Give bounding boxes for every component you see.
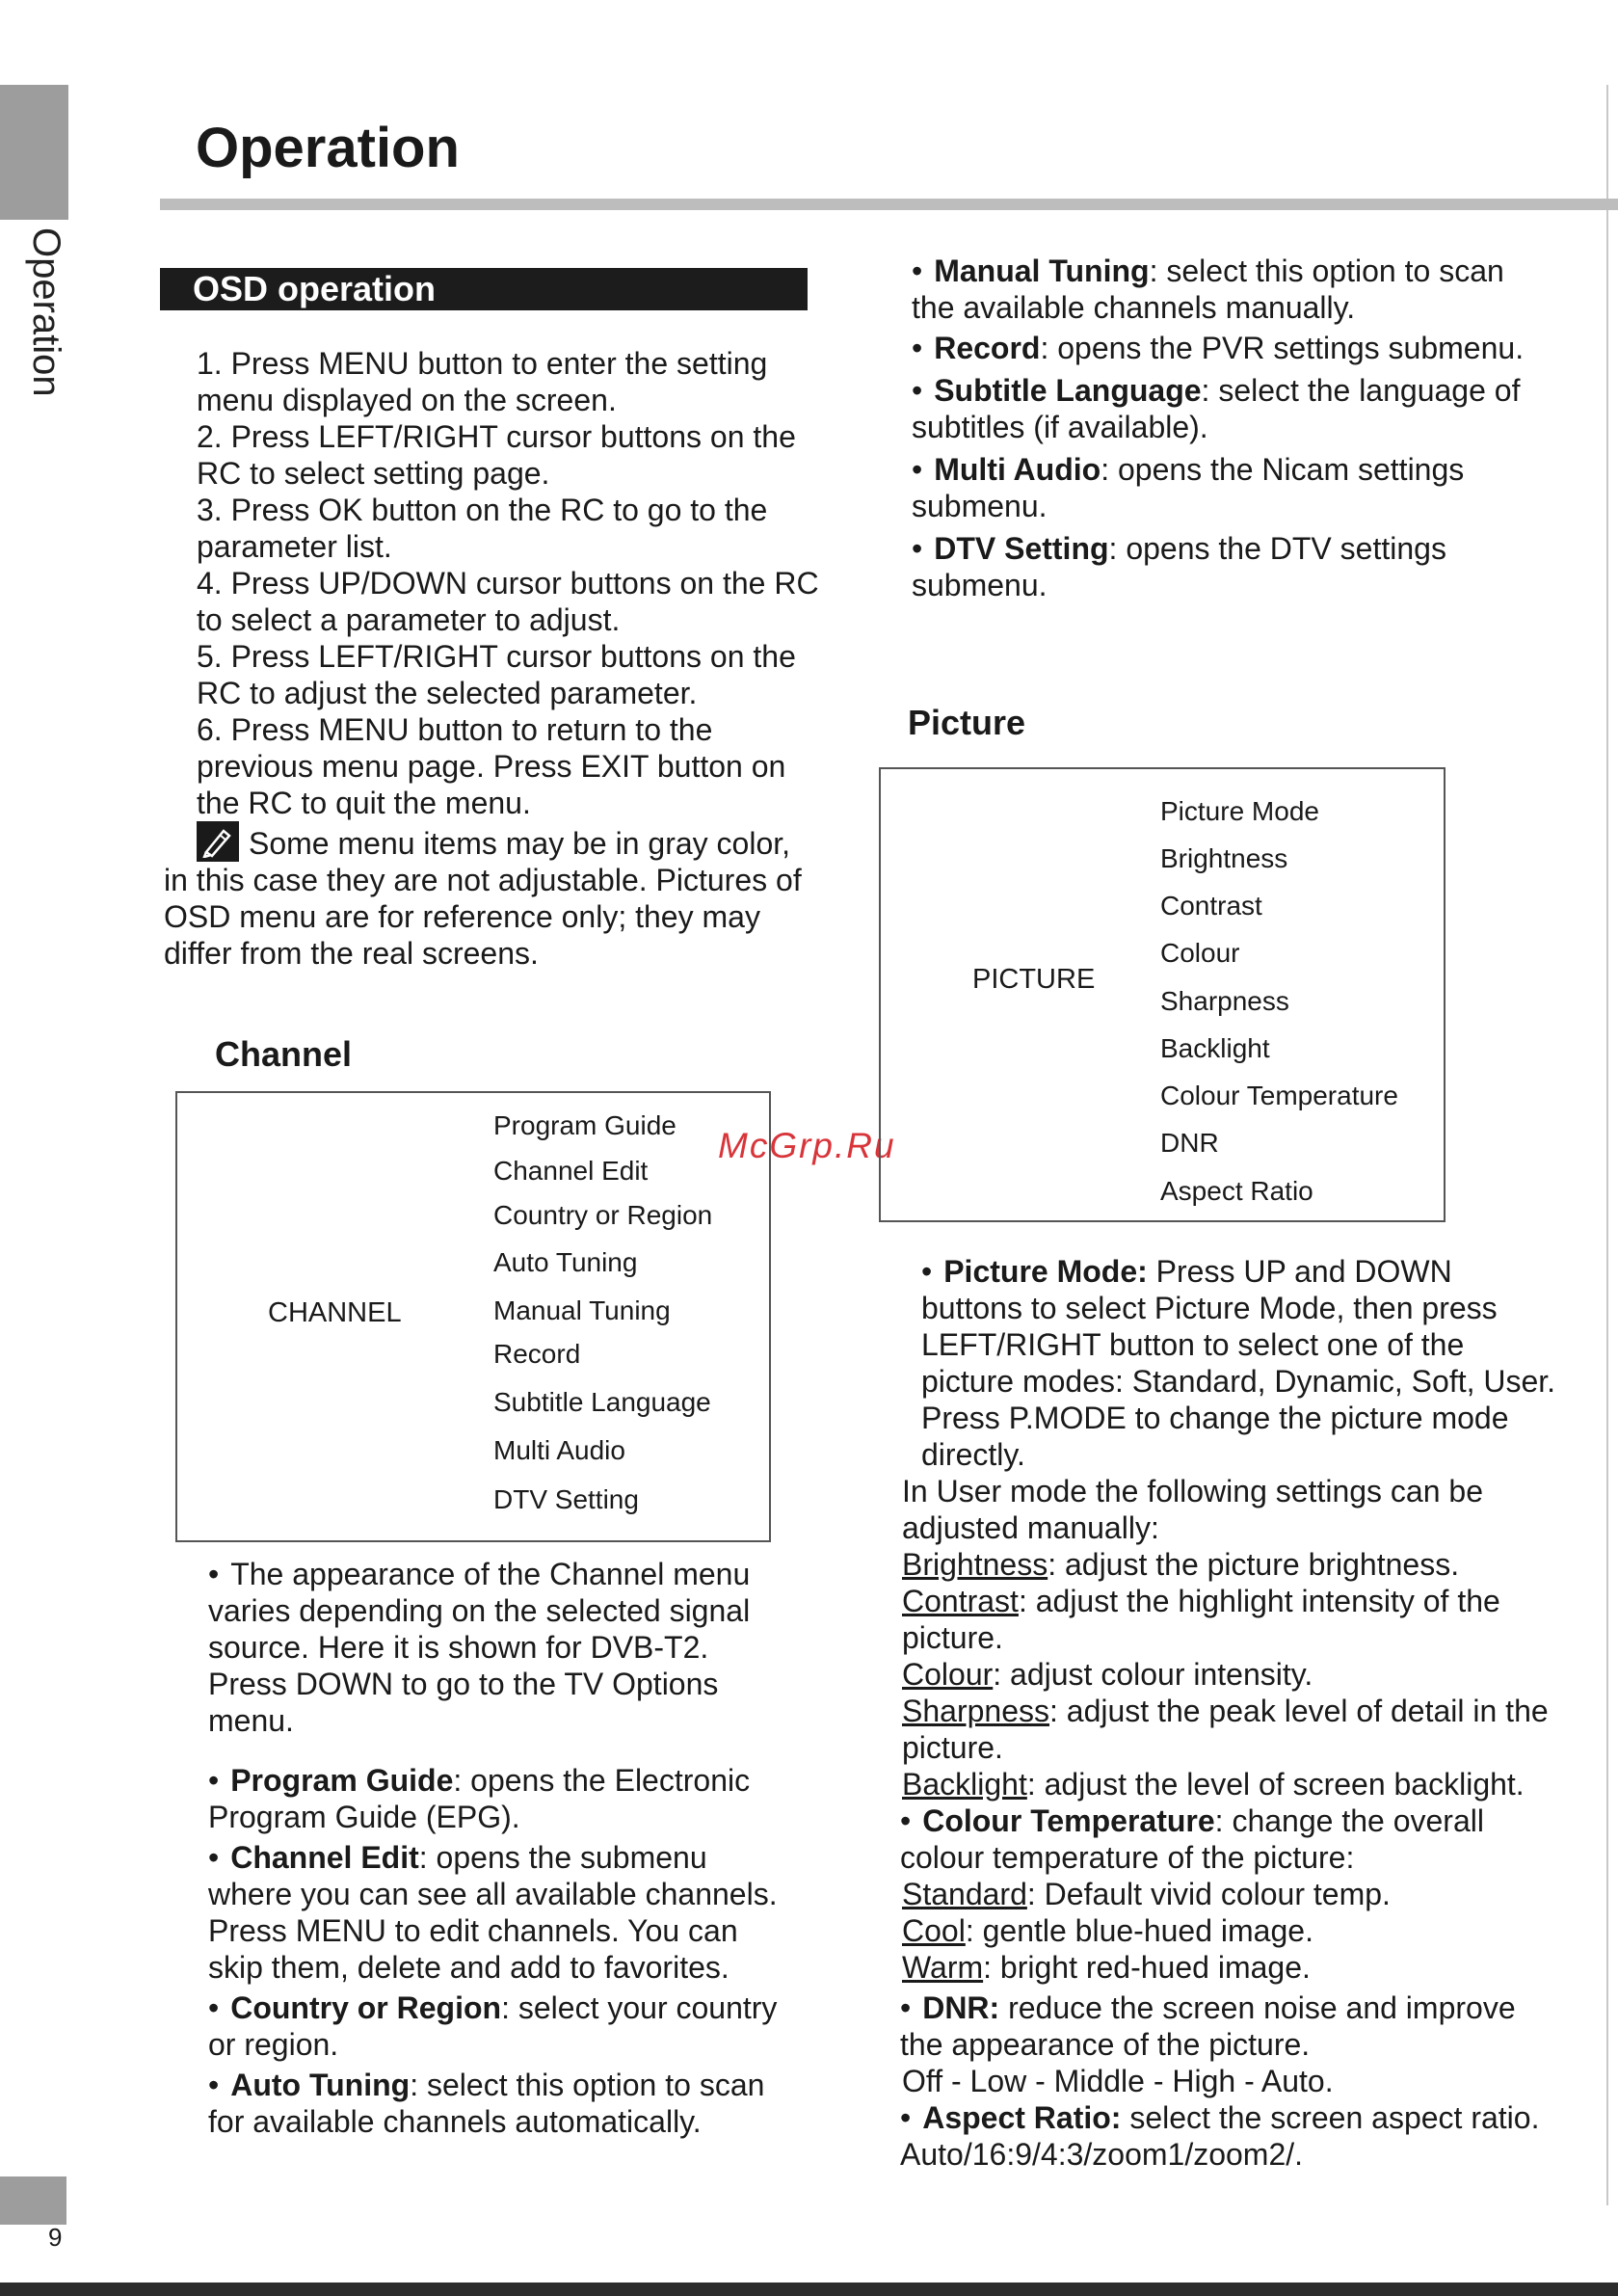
dnr-options: Off - Low - Middle - High - Auto.: [902, 2064, 1334, 2098]
menu-item: Backlight: [1160, 1033, 1270, 1063]
desc-program-guide: • Program Guide: opens the Electronic Program Guide (EPG).: [175, 1762, 792, 1835]
desc-subtitle-language: • Subtitle Language: select the language of subtitles (if available).: [879, 372, 1553, 445]
menu-item: Contrast: [1160, 891, 1262, 921]
appearance-note: • The appearance of the Channel menu varies depending on the selected signal source. Here it is shown for DVB-T2. Press DOWN to go to the TV Options menu.: [175, 1556, 792, 1739]
osd-steps: [164, 345, 819, 972]
user-mode-intro: In User mode the following settings can be adjusted manually:: [902, 1474, 1483, 1545]
temp-warm: Warm: bright red-hued image.: [902, 1950, 1311, 1985]
desc-dnr: • DNR: reduce the screen noise and improve the appearance of the picture.: [867, 1989, 1561, 2063]
desc-aspect-ratio: • Aspect Ratio: select the screen aspect ratio. Auto/16:9/4:3/zoom1/zoom2/.: [867, 2099, 1561, 2173]
channel-descriptions: [175, 1556, 792, 2140]
menu-item: DTV Setting: [493, 1484, 639, 1514]
menu-item: Channel Edit: [493, 1156, 649, 1186]
menu-item: Multi Audio: [493, 1435, 625, 1465]
bottom-rule: [0, 2283, 1618, 2296]
menu-item: Country or Region: [493, 1200, 713, 1230]
channel-menu-label: CHANNEL: [268, 1297, 402, 1328]
desc-auto-tuning: • Auto Tuning: select this option to scan for available channels automatically.: [175, 2067, 792, 2140]
picture-heading: Picture: [908, 703, 1026, 742]
setting-colour: Colour: adjust colour intensity.: [902, 1657, 1313, 1692]
desc-multi-audio: • Multi Audio: opens the Nicam settings submenu.: [879, 451, 1553, 524]
picture-descriptions: [867, 1253, 1561, 2173]
page-number: 9: [48, 2223, 63, 2252]
setting-backlight: Backlight: adjust the level of screen backlight.: [902, 1767, 1525, 1802]
side-tab-marker: [0, 85, 68, 220]
setting-contrast: Contrast: adjust the highlight intensity of the picture.: [902, 1584, 1500, 1655]
picture-menu-label: PICTURE: [972, 964, 1096, 995]
menu-item: Auto Tuning: [493, 1247, 638, 1277]
desc-country-region: • Country or Region: select your country or region.: [175, 1989, 792, 2063]
setting-brightness: Brightness: adjust the picture brightness.: [902, 1547, 1460, 1582]
temp-standard: Standard: Default vivid colour temp.: [902, 1877, 1391, 1911]
temp-cool: Cool: gentle blue-hued image.: [902, 1913, 1313, 1948]
channel-heading: Channel: [215, 1034, 353, 1074]
note-text: Some menu items may be in gray color, in this case they are not adjustable. Pictures of OSD menu are for reference only; they may differ from the real screens.: [164, 826, 802, 971]
menu-item: Manual Tuning: [493, 1295, 671, 1325]
menu-item: Brightness: [1160, 843, 1288, 873]
picture-menu-diagram: [879, 767, 1446, 1222]
step-3: 3. Press OK button on the RC to go to the parameter list.: [197, 493, 768, 564]
page-title: Operation: [196, 117, 460, 179]
menu-item: DNR: [1160, 1128, 1219, 1158]
menu-item: Program Guide: [493, 1110, 676, 1140]
page-number-tab: [0, 2176, 66, 2225]
desc-picture-mode: • Picture Mode: Press UP and DOWN buttons to select Picture Mode, then press LEFT/RIGHT button to select one of the picture modes: Standard, Dynamic, Soft, User. Press P.MODE to change the picture mode directly.: [867, 1253, 1561, 1473]
channel-menu-diagram: [175, 1091, 771, 1542]
step-6: 6. Press MENU button to return to the previous menu page. Press EXIT button on the RC to quit the menu.: [197, 712, 786, 820]
channel-descriptions-continued: [879, 253, 1553, 603]
note-pencil-icon: [197, 821, 239, 862]
menu-item: Colour Temperature: [1160, 1081, 1398, 1110]
desc-colour-temperature: • Colour Temperature: change the overall colour temperature of the picture:: [867, 1802, 1561, 1876]
setting-sharpness: Sharpness: adjust the peak level of detail in the picture.: [902, 1694, 1549, 1765]
desc-manual-tuning: • Manual Tuning: select this option to scan the available channels manually.: [879, 253, 1553, 326]
menu-item: Sharpness: [1160, 986, 1289, 1016]
menu-item: Colour: [1160, 938, 1240, 968]
page-edge-line: [1606, 85, 1608, 2205]
menu-item: Aspect Ratio: [1160, 1176, 1313, 1206]
title-rule: [160, 199, 1618, 210]
desc-channel-edit: • Channel Edit: opens the submenu where you can see all available channels. Press MENU to edit channels. You can skip them, delete and add to favorites.: [175, 1839, 792, 1986]
note-paragraph: [164, 821, 819, 972]
section-banner: OSD operation: [160, 268, 808, 310]
watermark: McGrp.Ru: [718, 1126, 896, 1165]
menu-item: Subtitle Language: [493, 1387, 711, 1417]
menu-item: Picture Mode: [1160, 796, 1319, 826]
step-5: 5. Press LEFT/RIGHT cursor buttons on the RC to adjust the selected parameter.: [197, 639, 796, 710]
menu-item: Record: [493, 1339, 581, 1369]
desc-record: • Record: opens the PVR settings submenu.: [879, 330, 1553, 366]
desc-dtv-setting: • DTV Setting: opens the DTV settings submenu.: [879, 530, 1553, 603]
step-4: 4. Press UP/DOWN cursor buttons on the RC to select a parameter to adjust.: [197, 566, 819, 637]
step-2: 2. Press LEFT/RIGHT cursor buttons on the RC to select setting page.: [197, 419, 796, 491]
side-section-label: Operation: [25, 227, 67, 397]
step-1: 1. Press MENU button to enter the setting menu displayed on the screen.: [197, 346, 768, 417]
